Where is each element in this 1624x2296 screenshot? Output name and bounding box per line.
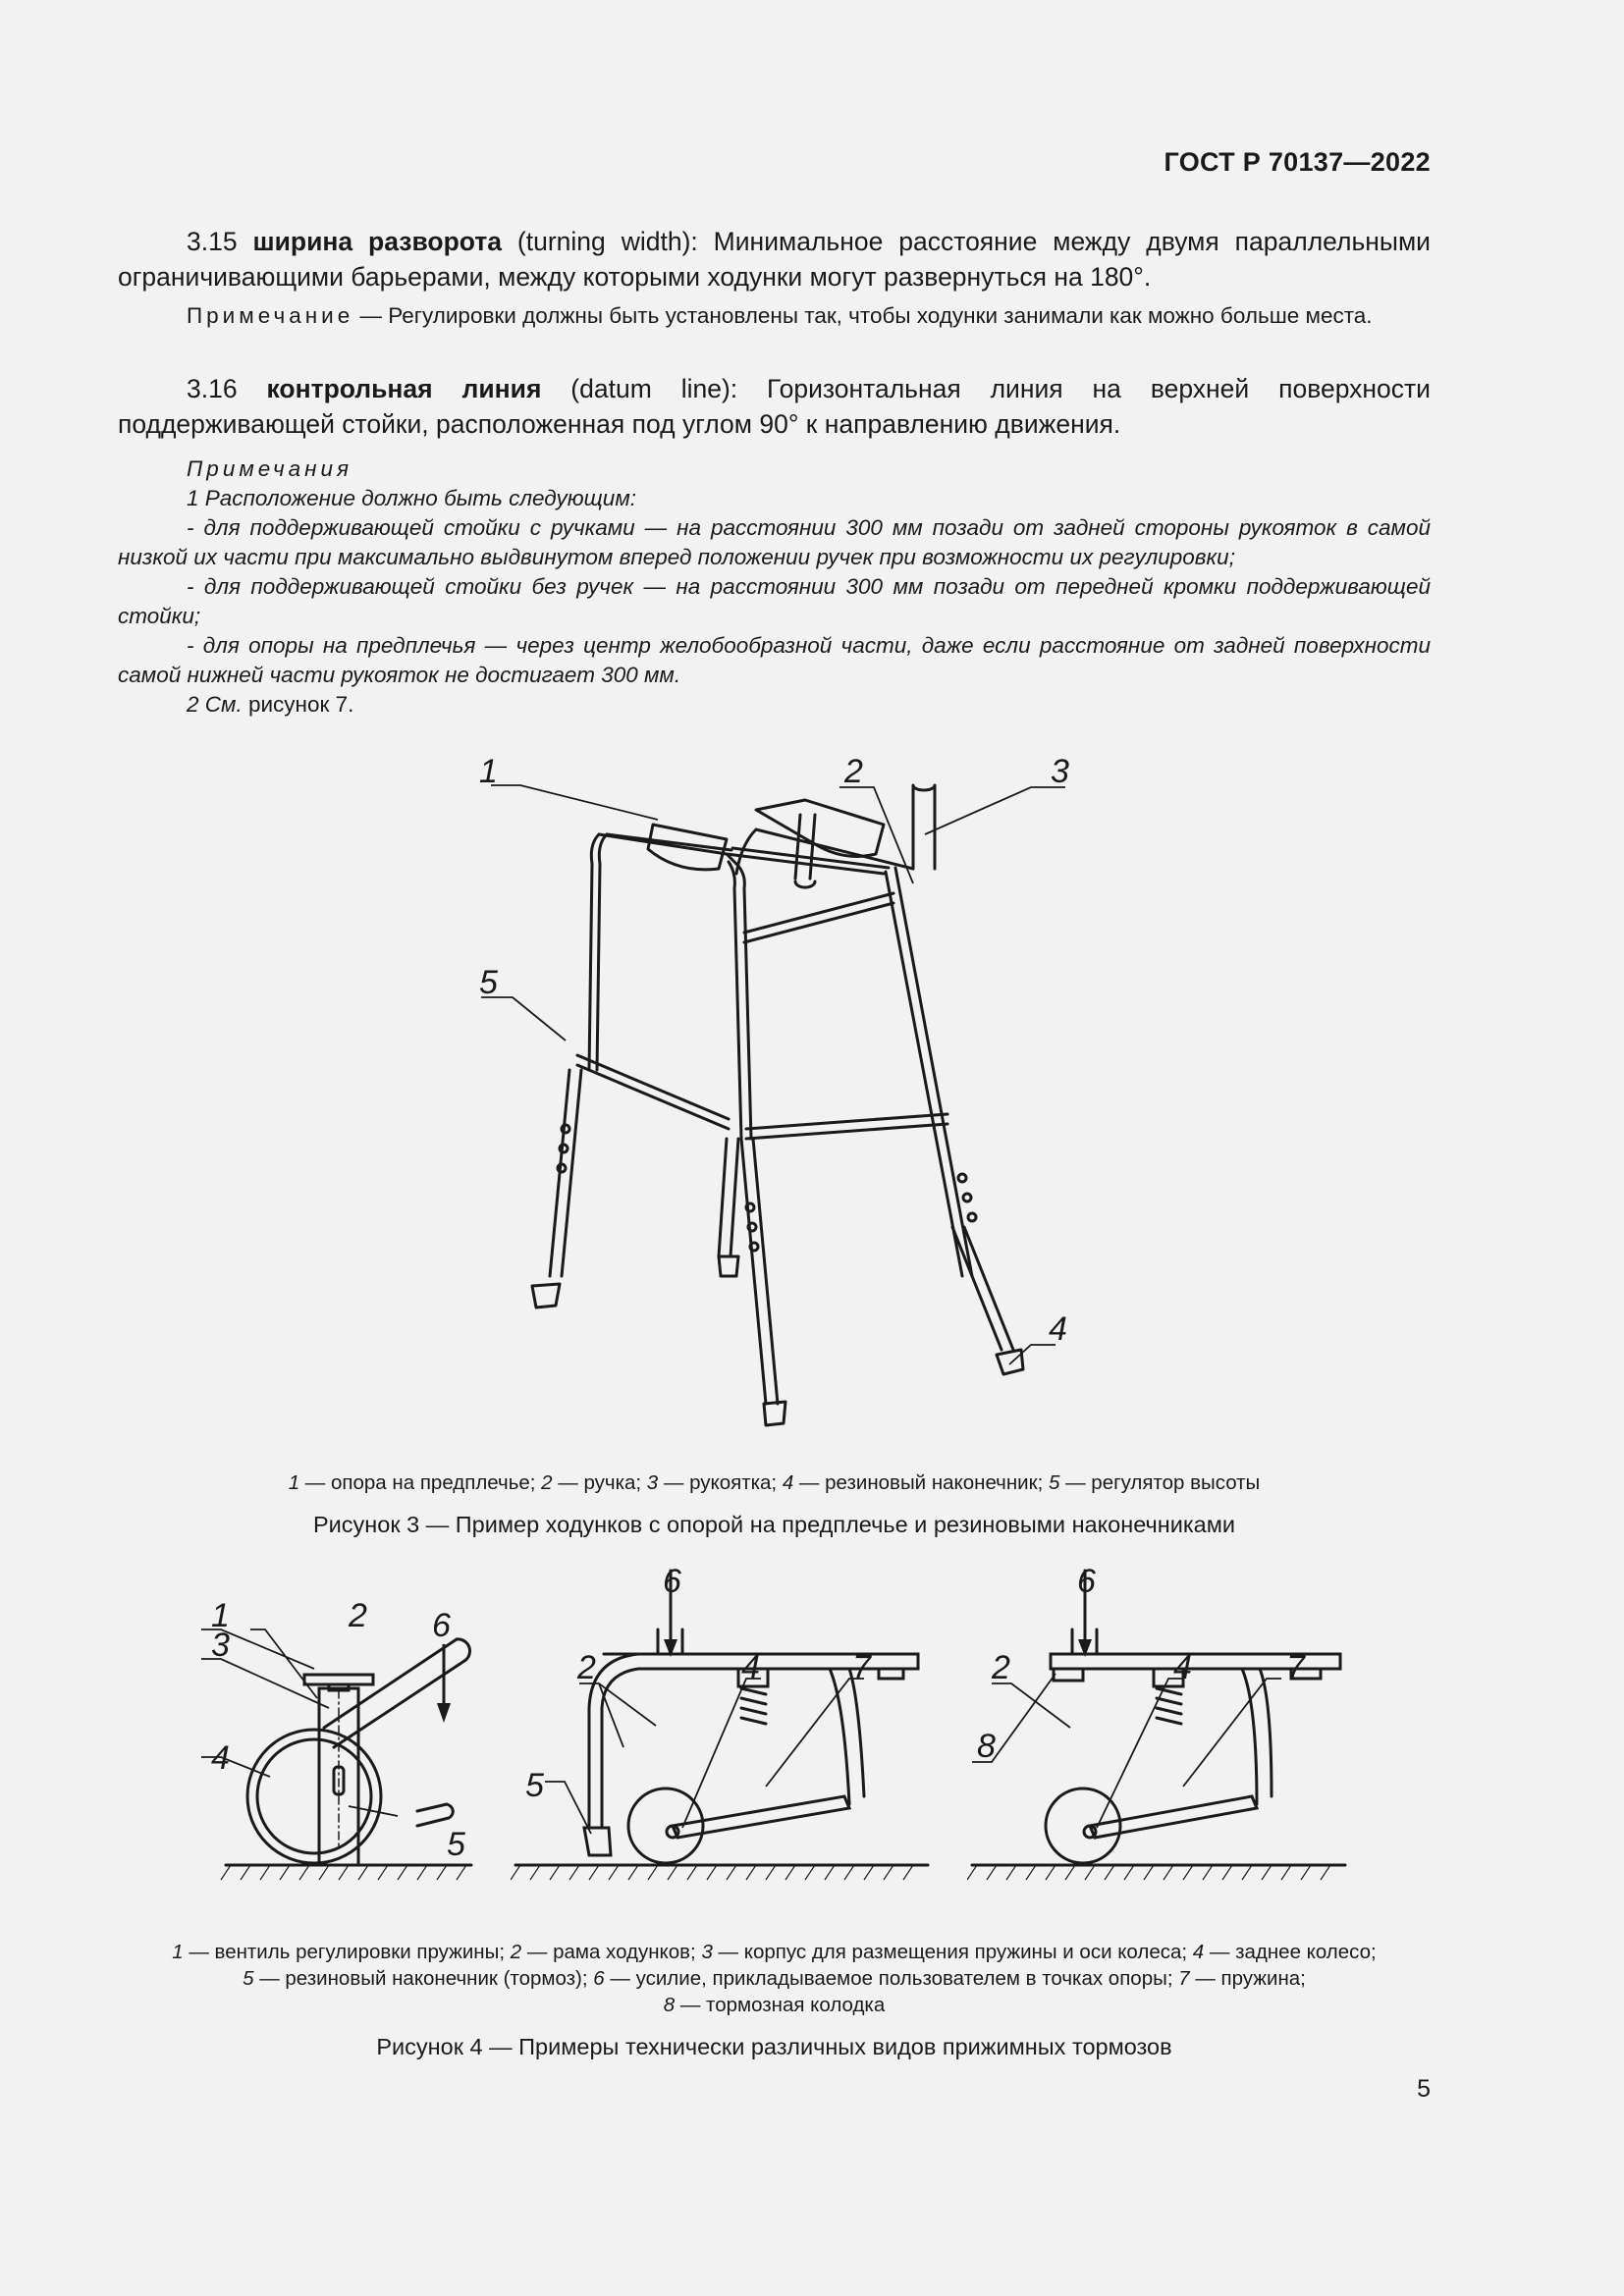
figure-4-brake-left xyxy=(191,1600,486,1895)
figure-4-brake-middle xyxy=(511,1561,933,1895)
fig4-mid-label-5: 5 xyxy=(525,1767,544,1804)
definition: (turning width): Минимальное расстояние между двумя параллельными ограничивающими барьерами, между которыми ходунки могут развернуться на 180°. xyxy=(118,227,1431,292)
figure-4-legend-line-2: 5 — резиновый наконечник (тормоз); 6 — усилие, прикладываемое пользователем в точках опоры; 7 — пружина; xyxy=(243,1967,1306,1990)
figure-4-legend xyxy=(118,1939,1431,2018)
section-number: 3.15 xyxy=(187,227,238,256)
fig4-left-label-3: 3 xyxy=(211,1627,230,1664)
page-number: 5 xyxy=(1417,2075,1431,2103)
note-3-15 xyxy=(118,301,1431,331)
fig4-mid-label-2: 2 xyxy=(577,1649,596,1686)
notes-3-16 xyxy=(118,454,1431,720)
section-number: 3.16 xyxy=(187,374,238,403)
note-1: 1 Расположение должно быть следующим: xyxy=(187,486,636,510)
fig4-right-label-8: 8 xyxy=(977,1728,996,1765)
fig4-right-label-6: 6 xyxy=(1077,1563,1096,1600)
notes-label: Примечания xyxy=(187,456,353,481)
fig3-label-5: 5 xyxy=(479,964,498,1001)
section-3-16 xyxy=(118,371,1431,442)
document-id: ГОСТ Р 70137—2022 xyxy=(1164,147,1431,177)
note-label: Примечание xyxy=(187,303,354,328)
fig3-label-4: 4 xyxy=(1049,1310,1067,1348)
figure-3-walker-drawing xyxy=(452,746,1100,1433)
fig3-label-3: 3 xyxy=(1051,753,1069,790)
figure-4-legend-line-3: 8 — тормозная колодка xyxy=(663,1994,886,2016)
fig4-right-label-2: 2 xyxy=(992,1649,1010,1686)
term: ширина разворота xyxy=(252,227,503,256)
fig4-left-label-2: 2 xyxy=(349,1600,367,1634)
definition: (datum line): Горизонтальная линия на верхней поверхности поддерживающей стойки, расположенная под углом 90° к направлению движения. xyxy=(118,374,1431,439)
fig4-mid-label-7: 7 xyxy=(852,1649,871,1686)
term: контрольная линия xyxy=(266,374,542,403)
figure-4-title: Рисунок 4 — Примеры технически различных видов прижимных тормозов xyxy=(376,2034,1172,2059)
note-2: 2 См. рисунок 7. xyxy=(187,692,354,717)
fig4-left-label-5: 5 xyxy=(447,1826,465,1863)
fig4-left-label-1: 1 xyxy=(211,1600,230,1634)
fig4-right-label-4: 4 xyxy=(1173,1649,1192,1686)
fig3-label-2: 2 xyxy=(844,753,863,790)
section-3-15 xyxy=(118,224,1431,294)
fig4-left-label-6: 6 xyxy=(432,1607,451,1644)
figure-4-brake-right xyxy=(967,1561,1350,1895)
fig4-mid-label-4: 4 xyxy=(741,1649,760,1686)
note-text: — Регулировки должны быть установлены так, чтобы ходунки занимали как можно больше места. xyxy=(353,303,1373,328)
note-bullet-2: - для поддерживающей стойки без ручек — на расстоянии 300 мм позади от передней кромки поддерживающей стойки; xyxy=(118,574,1431,628)
note-bullet-1: - для поддерживающей стойки с ручками — на расстоянии 300 мм позади от задней стороны рукояток в самой низкой их части при максимально выдвинутом вперед положении ручек при возможности их регулировки; xyxy=(118,515,1431,569)
note-bullet-3: - для опоры на предплечья — через центр желобообразной части, даже если расстояние от задней поверхности самой нижней части рукояток не достигает 300 мм. xyxy=(118,633,1431,687)
fig4-right-label-7: 7 xyxy=(1286,1649,1305,1686)
fig4-mid-label-6: 6 xyxy=(663,1563,681,1600)
fig4-left-label-4: 4 xyxy=(211,1739,230,1777)
figure-3-legend: 1 — опора на предплечье; 2 — ручка; 3 — рукоятка; 4 — резиновый наконечник; 5 — регулятор высоты xyxy=(288,1471,1261,1494)
figure-4-legend-line-1: 1 — вентиль регулировки пружины; 2 — рама ходунков; 3 — корпус для размещения пружины и оси колеса; 4 — заднее колесо; xyxy=(172,1941,1377,1963)
figure-3-title: Рисунок 3 — Пример ходунков с опорой на предплечье и резиновыми наконечниками xyxy=(312,1512,1236,1537)
fig3-label-1: 1 xyxy=(479,753,498,790)
